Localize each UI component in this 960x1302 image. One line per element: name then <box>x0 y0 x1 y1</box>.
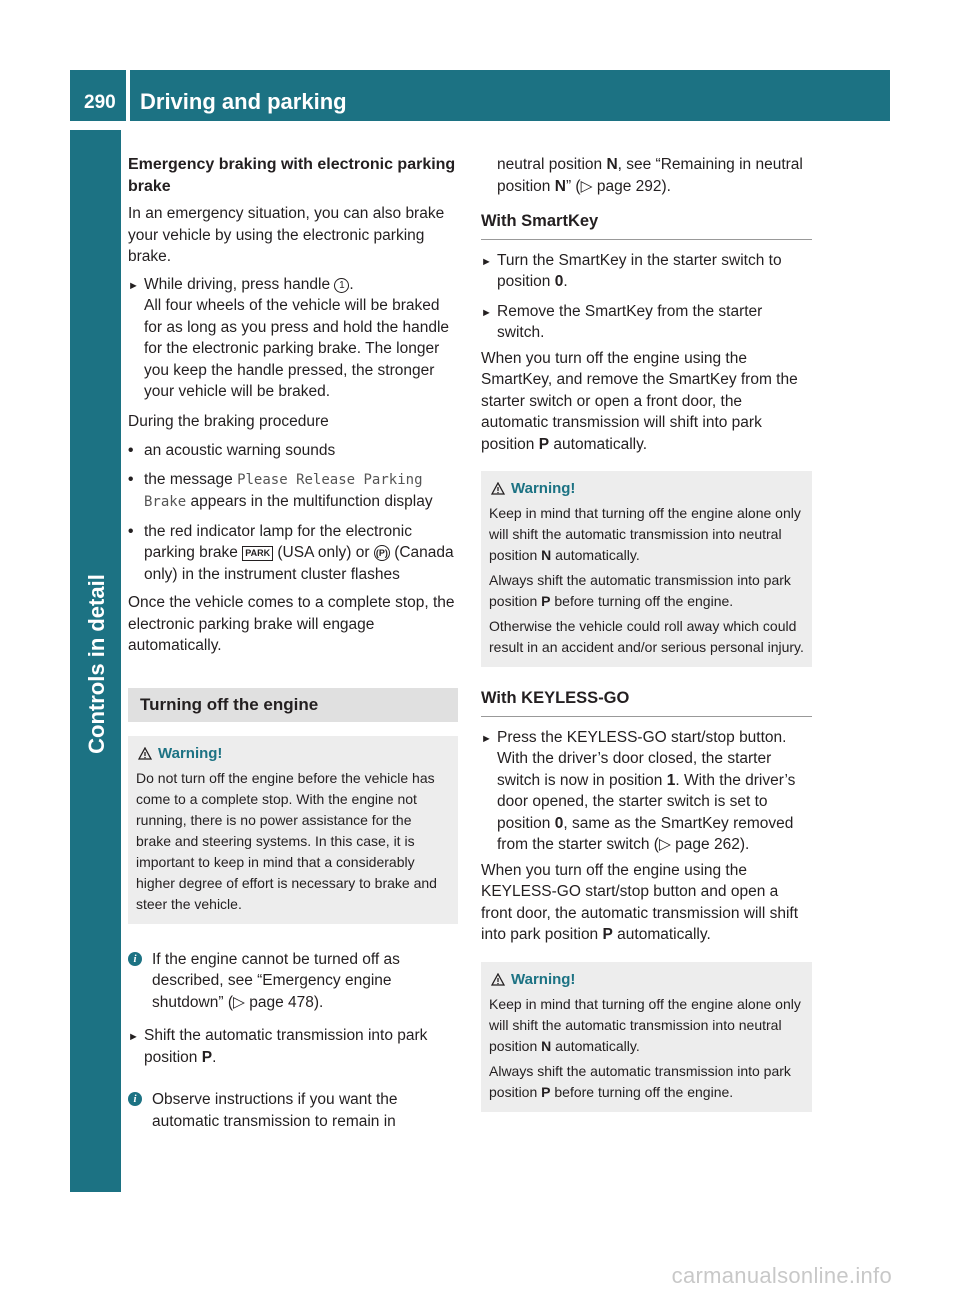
body-text: ). <box>661 177 671 195</box>
warning-text: Otherwise the vehicle could roll away which could result in an accident and/or serious personal injury. <box>489 618 804 655</box>
body-text: ” ( <box>565 177 581 195</box>
warning-text <box>489 570 804 612</box>
info-note <box>128 949 458 1014</box>
warning-text: Do not turn off the engine before the vehicle has come to a complete stop. With the engine not running, there is no power assistance for the brake and steering systems. In this case, it is important to keep in mind that a considerably higher degree of effort is necessary to brake and steer the vehicle. <box>136 769 437 912</box>
step-remove-smartkey <box>481 301 812 344</box>
step-punct: . <box>563 273 568 290</box>
page-ref-arrow-icon: ▷ <box>232 993 250 1011</box>
info-icon: i <box>128 952 142 966</box>
step-press-keyless-go <box>481 727 812 856</box>
bullet-text: appears in the multifunction display <box>190 493 433 510</box>
step-detail: All four wheels of the vehicle will be braked for as long as you press and hold the handle for the electronic parking brake. The longer you keep the handle pressed, the stronger your vehicle will be braked. <box>144 297 450 400</box>
page-reference: page 478 <box>249 993 314 1011</box>
step-text: Remove the SmartKey from the starter switch. <box>497 302 763 341</box>
bullet-item <box>128 469 458 514</box>
warning-box <box>128 736 458 924</box>
section-title-bar <box>128 688 458 722</box>
step-arrow-icon: ► <box>481 255 492 268</box>
bullet-text: the message <box>144 470 233 488</box>
gear-position: N <box>541 1037 552 1054</box>
smartkey-paragraph <box>481 348 812 456</box>
bullet-text: an acoustic warning sounds <box>144 442 336 459</box>
bullet-icon: • <box>128 470 134 488</box>
step-text: While driving, press handle <box>144 275 331 293</box>
gear-position: P <box>541 593 551 609</box>
warning-icon <box>491 482 505 495</box>
once-text: Once the vehicle comes to a complete stop, the electronic parking brake will engage automatically. <box>128 594 455 654</box>
body-text: When you turn off the engine using the SmartKey, and remove the SmartKey from the starter switch or open a front door, the automatic transmission will shift into park position <box>481 349 798 453</box>
body-text: , see “Remaining in neutral position <box>497 156 803 195</box>
step-turn-smartkey <box>481 250 812 293</box>
warning-icon <box>138 747 152 760</box>
warning-text <box>489 994 804 1057</box>
step-text: Shift the automatic transmission into park position <box>144 1027 428 1066</box>
switch-position: 0 <box>554 273 564 290</box>
keyless-go-paragraph <box>481 860 812 946</box>
body-text: automatically. <box>553 435 648 453</box>
warning-box <box>481 471 812 667</box>
body-text: When you turn off the engine using the KEYLESS-GO start/stop button and open a front door, the automatic transmission will shift into park position <box>481 861 799 943</box>
handle-marker: 1 <box>334 278 349 293</box>
emergency-intro: In an emergency situation, you can also brake your vehicle by using the electronic parking brake. <box>128 205 445 265</box>
body-text: neutral position <box>497 156 603 173</box>
park-brake-canada-icon: (P) <box>374 545 390 561</box>
warning-icon <box>491 973 505 986</box>
right-column <box>481 154 812 1112</box>
page-ref-arrow-icon: ▷ <box>580 177 597 195</box>
page-reference: page 262 <box>675 836 740 853</box>
section-title: Turning off the engine <box>140 694 319 714</box>
page-reference: page 292 <box>596 177 662 195</box>
warning-text <box>489 503 804 566</box>
warning-text-part: before turning off the engine. <box>554 1083 734 1100</box>
info-text: ). <box>313 993 324 1011</box>
info-icon: i <box>128 1092 142 1106</box>
warning-title: Warning! <box>511 970 576 988</box>
gear-position: P <box>602 926 613 943</box>
page-header <box>70 70 890 121</box>
bullet-text: (USA only) or <box>277 544 370 561</box>
step-text: Press the KEYLESS-GO start/stop button. With the driver’s door closed, the starter switch is now in position <box>497 728 787 789</box>
page-number: 290 <box>84 92 116 113</box>
side-tab <box>70 130 121 1192</box>
info-text: Observe instructions if you want the automatic transmission to remain in <box>152 1091 398 1130</box>
warning-text-part: Keep in mind that turning off the engine alone only will shift the automatic transmission into neutral position <box>489 505 801 563</box>
step-text: ). <box>739 836 750 853</box>
step-text: Turn the SmartKey in the starter switch to position <box>497 251 782 290</box>
gear-position: P <box>541 1083 551 1100</box>
during-label: During the braking procedure <box>128 412 329 430</box>
bullet-icon: • <box>128 442 134 459</box>
warning-text-part: automatically. <box>555 1037 640 1054</box>
switch-position: 1 <box>666 771 676 789</box>
warning-text-part: Always shift the automatic transmission into park position <box>489 572 791 609</box>
info-text: If the engine cannot be turned off as described, see “Emergency engine shutdown” ( <box>152 950 400 1011</box>
smartkey-heading: With SmartKey <box>481 211 812 240</box>
page-ref-arrow-icon: ▷ <box>658 836 676 853</box>
body-text: automatically. <box>617 926 711 943</box>
warning-text <box>489 1061 804 1103</box>
warning-title: Warning! <box>511 480 576 497</box>
bullet-text: the red indicator lamp for the electronic parking brake <box>144 522 412 561</box>
display-message: Please Release Parking Brake <box>144 471 423 510</box>
gear-position: P <box>538 435 550 453</box>
step-punct: . <box>349 275 354 293</box>
bullet-item <box>128 521 458 586</box>
continuation-text <box>481 154 812 197</box>
info-note <box>128 1089 458 1132</box>
warning-title: Warning! <box>158 744 223 762</box>
step-arrow-icon: ► <box>128 1031 139 1043</box>
step-text: . With the driver’s door opened, the starter switch is set to position <box>497 771 796 832</box>
warning-text-part: Always shift the automatic transmission into park position <box>489 1062 791 1100</box>
bullet-item <box>128 440 458 462</box>
header-divider <box>126 70 130 121</box>
bullet-text: (Canada only) in the instrument cluster flashes <box>144 544 454 583</box>
warning-text-part: automatically. <box>555 547 640 563</box>
step-text: , same as the SmartKey removed from the starter switch ( <box>497 814 794 853</box>
switch-position: 0 <box>554 814 564 832</box>
chapter-title: Driving and parking <box>140 89 347 114</box>
step-arrow-icon: ► <box>128 279 139 292</box>
watermark: carmanualsonline.info <box>671 1263 892 1288</box>
step-press-handle <box>128 274 458 403</box>
side-tab-label: Controls in detail <box>84 574 109 754</box>
left-column <box>128 154 458 1132</box>
gear-position: N <box>554 177 566 195</box>
warning-box <box>481 962 812 1112</box>
step-arrow-icon: ► <box>481 306 492 319</box>
park-brake-usa-icon: PARK <box>242 546 273 561</box>
gear-position: N <box>606 156 618 173</box>
step-shift-park <box>128 1025 458 1068</box>
gear-position: P <box>201 1048 213 1066</box>
step-punct: . <box>212 1048 217 1066</box>
emergency-braking-heading: Emergency braking with electronic parking brake <box>128 156 456 195</box>
warning-text-part: Keep in mind that turning off the engine alone only will shift the automatic transmission into neutral position <box>489 995 801 1054</box>
step-arrow-icon: ► <box>481 732 492 745</box>
gear-position: N <box>541 547 552 563</box>
keyless-go-heading: With KEYLESS-GO <box>481 688 812 717</box>
bullet-icon: • <box>128 522 134 540</box>
warning-text-part: before turning off the engine. <box>554 593 734 609</box>
